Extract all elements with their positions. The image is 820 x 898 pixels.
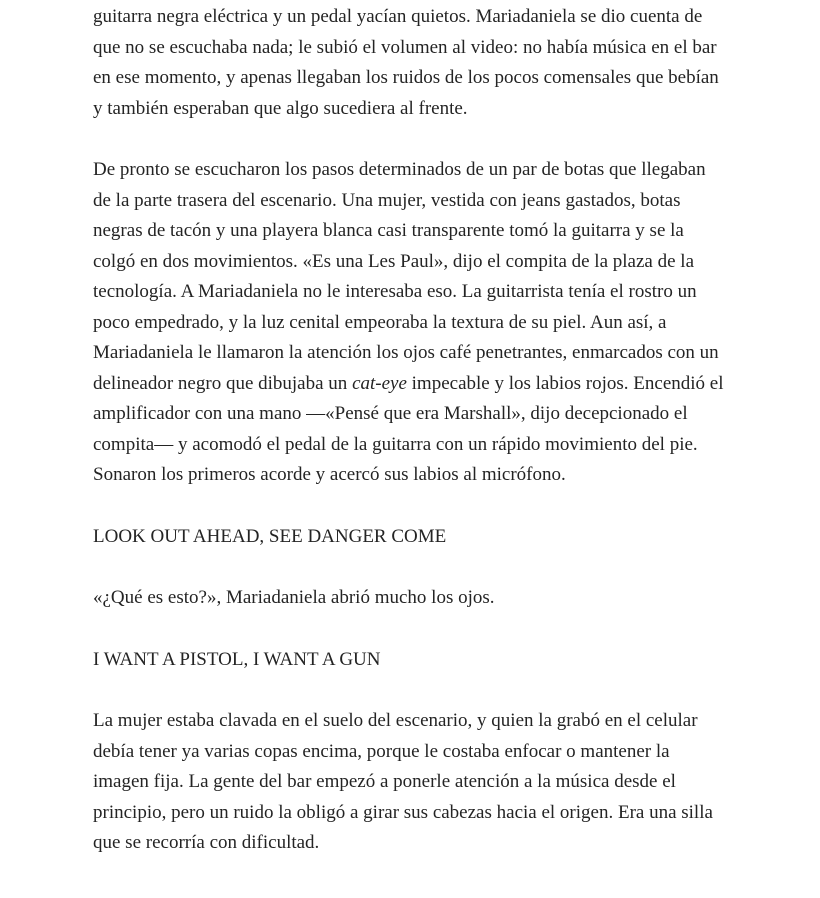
lyric-line-1: LOOK OUT AHEAD, SEE DANGER COME xyxy=(93,525,447,547)
lyric-line-2: I WANT A PISTOL, I WANT A GUN xyxy=(93,648,381,670)
paragraph-segment: impecable y los labios rojos. Encendió el amplificador con una mano —«Pensé que era Marshall», dijo decepcionado el compita— y acomodó el pedal de la guitarra con un rápido movimiento del pie. Sonaron los primeros acorde y acercó sus labios al micrófono. xyxy=(93,372,724,485)
paragraph-stage-description xyxy=(93,155,727,491)
article-body xyxy=(93,2,727,859)
dialogue-line: «¿Qué es esto?», Mariadaniela abrió mucho los ojos. xyxy=(93,587,495,608)
italic-term: cat-eye xyxy=(352,372,407,394)
paragraph-segment: De pronto se escucharon los pasos determinados de un par de botas que llegaban de la parte trasera del escenario. Una mujer, vestida con jeans gastados, botas negras de tacón y una playera blanca casi transparente tomó la guitarra y se la colgó en dos movimientos. «Es una Les Paul», dijo el compita de la plaza de la tecnología. A Mariadaniela no le interesaba eso. La guitarrista tenía el rostro un poco empedrado, y la luz cenital empeoraba la textura de su piel. Aun así, a Mariadaniela le llamaron la atención los ojos café penetrantes, enmarcados con un delineador negro que dibujaba un xyxy=(93,159,719,394)
paragraph-continuation: guitarra negra eléctrica y un pedal yacían quietos. Mariadaniela se dio cuenta de que no se escuchaba nada; le subió el volumen al video: no había música en el bar en ese momento, y apenas llegaban los ruidos de los pocos comensales que bebían y también esperaban que algo sucediera al frente. xyxy=(93,6,719,119)
paragraph-closing: La mujer estaba clavada en el suelo del escenario, y quien la grabó en el celular debía tener ya varias copas encima, porque le costaba enfocar o mantener la imagen fija. La gente del bar empezó a ponerle atención a la música desde el principio, pero un ruido la obligó a girar sus cabezas hacia el origen. Era una silla que se recorría con dificultad. xyxy=(93,710,713,853)
